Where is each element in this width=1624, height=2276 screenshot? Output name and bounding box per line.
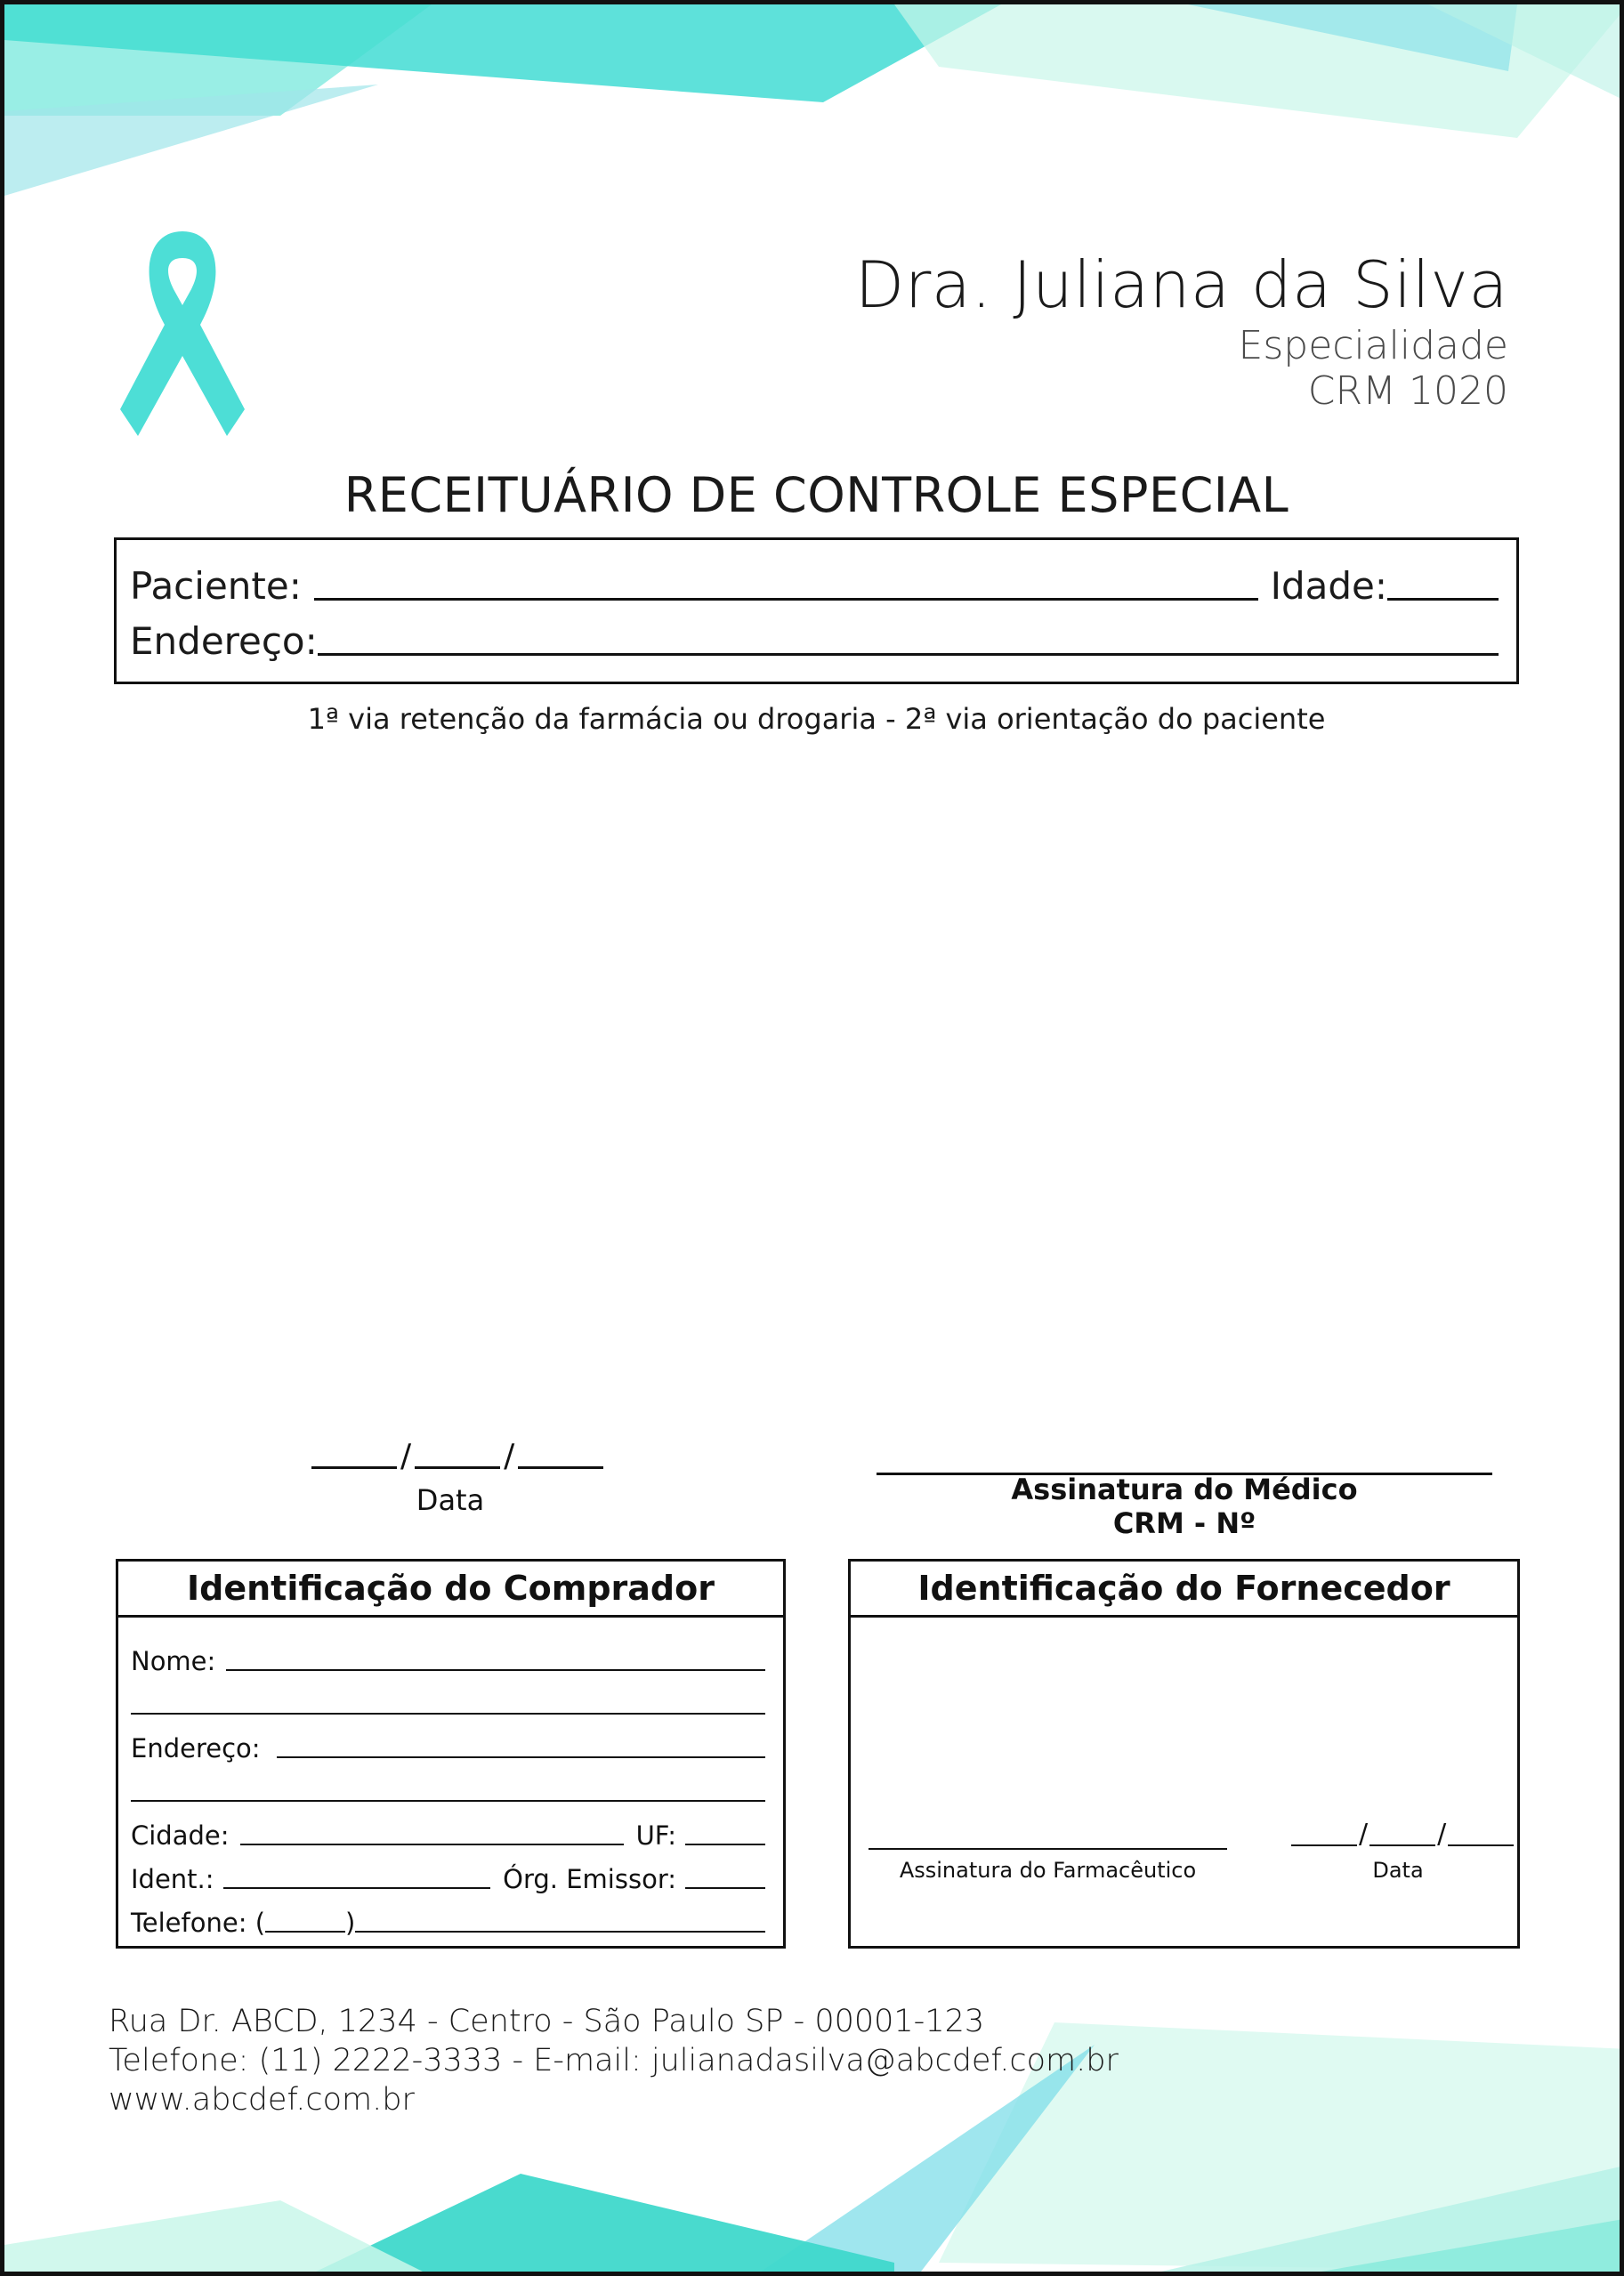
footer-website: www.abcdef.com.br	[109, 2082, 415, 2118]
footer-address: Rua Dr. ABCD, 1234 - Centro - São Paulo SP - 00001-123	[109, 2004, 985, 2039]
supplier-date-month-slot[interactable]	[1369, 1844, 1435, 1846]
buyer-ident-field[interactable]	[223, 1887, 491, 1889]
buyer-name-label: Nome:	[131, 1646, 216, 1676]
buyer-name-row-2	[131, 1676, 765, 1720]
address-label: Endereço:	[130, 619, 318, 663]
doctor-specialty: Especialidade	[1238, 323, 1508, 368]
address-row	[130, 613, 1499, 663]
buyer-ident-row	[131, 1851, 765, 1894]
buyer-issuer-label: Órg. Emissor:	[503, 1864, 676, 1894]
supplier-date-separator: /	[1359, 1819, 1369, 1850]
form-title: RECEITUÁRIO DE CONTROLE ESPECIAL	[343, 467, 1289, 523]
patient-row	[130, 558, 1499, 608]
buyer-address-row-2	[131, 1763, 765, 1807]
doctor-crm-label: CRM - Nº	[1112, 1506, 1256, 1540]
patient-name-field[interactable]	[314, 598, 1258, 601]
patient-box	[114, 537, 1519, 684]
age-label: Idade:	[1270, 564, 1387, 608]
supplier-identification-box	[848, 1559, 1520, 1949]
patient-address-field[interactable]	[318, 653, 1499, 656]
buyer-ident-label: Ident.:	[131, 1864, 214, 1894]
buyer-phone-area-field[interactable]	[265, 1931, 345, 1933]
supplier-date-separator: /	[1437, 1819, 1447, 1850]
supplier-date-day-slot[interactable]	[1291, 1844, 1357, 1846]
buyer-phone-field[interactable]	[355, 1931, 765, 1933]
doctor-signature-title: Assinatura do Médico	[1011, 1473, 1358, 1506]
footer-contact	[109, 2002, 1119, 2119]
via-note: 1ª via retenção da farmácia ou drogaria - 2ª via orientação do paciente	[307, 702, 1326, 736]
buyer-uf-field[interactable]	[685, 1844, 765, 1845]
prescription-date-field[interactable]	[311, 1437, 603, 1474]
doctor-signature-label	[877, 1473, 1492, 1540]
buyer-address-label: Endereço:	[131, 1733, 261, 1763]
date-separator: /	[400, 1438, 412, 1474]
buyer-issuer-field[interactable]	[685, 1887, 765, 1889]
supplier-date-year-slot[interactable]	[1448, 1844, 1514, 1846]
buyer-fields	[131, 1633, 765, 1938]
patient-label: Paciente:	[130, 564, 302, 608]
buyer-city-field[interactable]	[240, 1844, 624, 1845]
buyer-phone-row	[131, 1894, 765, 1938]
doctor-header	[855, 246, 1508, 414]
supplier-title: Identificação do Fornecedor	[851, 1562, 1517, 1618]
buyer-name-field[interactable]	[226, 1669, 765, 1671]
buyer-title: Identificação do Comprador	[118, 1562, 783, 1618]
pharmacist-signature-line[interactable]	[869, 1848, 1227, 1850]
buyer-identification-box	[116, 1559, 786, 1949]
supplier-date-field[interactable]	[1291, 1818, 1514, 1850]
buyer-phone-paren: )	[345, 1908, 356, 1938]
pharmacist-signature-label: Assinatura do Farmacêutico	[899, 1858, 1197, 1883]
patient-age-field[interactable]	[1387, 598, 1499, 601]
awareness-ribbon-icon	[120, 227, 245, 436]
date-separator: /	[504, 1438, 515, 1474]
doctor-crm: CRM 1020	[1307, 368, 1508, 414]
buyer-phone-label: Telefone: (	[131, 1908, 266, 1938]
doctor-name: Dra. Juliana da Silva	[854, 247, 1508, 322]
footer-phone-email: Telefone: (11) 2222-3333 - E-mail: julianadasilva@abcdef.com.br	[109, 2043, 1119, 2078]
supplier-date-label: Data	[1372, 1858, 1424, 1883]
buyer-name-row	[131, 1633, 765, 1676]
buyer-city-row	[131, 1807, 765, 1851]
buyer-name-field-2[interactable]	[131, 1713, 765, 1715]
buyer-city-label: Cidade:	[131, 1820, 230, 1851]
buyer-uf-label: UF:	[635, 1820, 676, 1851]
date-year-slot[interactable]	[518, 1466, 603, 1469]
date-month-slot[interactable]	[415, 1466, 500, 1469]
top-decoration	[4, 4, 1624, 218]
buyer-address-field-2[interactable]	[131, 1800, 765, 1802]
buyer-address-field[interactable]	[277, 1756, 765, 1758]
date-label: Data	[416, 1483, 485, 1517]
date-day-slot[interactable]	[311, 1466, 397, 1469]
buyer-address-row	[131, 1720, 765, 1763]
